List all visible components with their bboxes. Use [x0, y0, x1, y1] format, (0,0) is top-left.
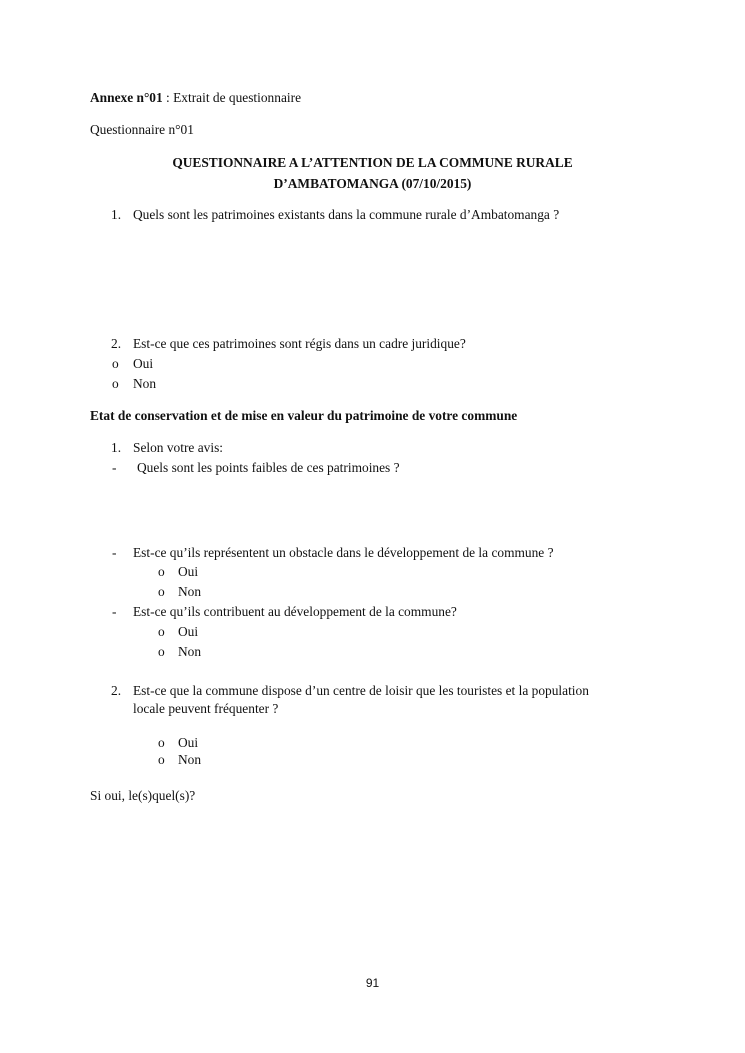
s1-sub2-oui-option: Oui [178, 564, 199, 579]
annexe-text: : Extrait de questionnaire [162, 90, 302, 105]
q2-number: 2. [111, 336, 122, 351]
annexe-line [90, 90, 301, 106]
title-line-1: QUESTIONNAIRE A L’ATTENTION DE LA COMMUNE RURALE [172, 155, 573, 170]
s1-sub1-text: Quels sont les points faibles de ces patrimoines ? [137, 460, 400, 475]
q2-text: Est-ce que ces patrimoines sont régis dans un cadre juridique? [133, 336, 466, 351]
s2-text-line-1: Est-ce que la commune dispose d’un centre de loisir que les touristes et la population [133, 683, 589, 698]
annexe-label: Annexe n°01 [90, 90, 163, 105]
q1-text: Quels sont les patrimoines existants dans la commune rurale d’Ambatomanga ? [133, 207, 560, 222]
s2-non-bullet: o [158, 752, 165, 767]
q2-non-option: Non [133, 376, 157, 391]
q2-non-bullet: o [112, 376, 119, 391]
s1-sub3-oui-bullet: o [158, 624, 165, 639]
s1-sub3-text: Est-ce qu’ils contribuent au développement de la commune? [133, 604, 457, 619]
s1-sub3-dash: - [112, 604, 117, 619]
s2-number: 2. [111, 683, 122, 698]
questionnaire-number: Questionnaire n°01 [90, 122, 194, 137]
s2-non-option: Non [178, 752, 202, 767]
s1-sub2-non-bullet: o [158, 584, 165, 599]
s2-text-line-2: locale peuvent fréquenter ? [133, 701, 279, 716]
s1-sub2-dash: - [112, 545, 117, 560]
s1-sub3-oui-option: Oui [178, 624, 199, 639]
s2-oui-bullet: o [158, 735, 165, 750]
section-heading: Etat de conservation et de mise en valeur du patrimoine de votre commune [90, 408, 518, 423]
s1-number: 1. [111, 440, 122, 455]
s1-sub1-dash: - [112, 460, 117, 475]
q2-oui-bullet: o [112, 356, 119, 371]
title-line-2: D’AMBATOMANGA (07/10/2015) [273, 176, 472, 191]
s2-oui-option: Oui [178, 735, 199, 750]
q2-oui-option: Oui [133, 356, 154, 371]
page-number: 91 [365, 976, 380, 990]
s1-sub3-non-bullet: o [158, 644, 165, 659]
s1-sub2-oui-bullet: o [158, 564, 165, 579]
s1-sub2-non-option: Non [178, 584, 202, 599]
si-oui-line: Si oui, le(s)quel(s)? [90, 788, 196, 803]
s1-text: Selon votre avis: [133, 440, 224, 455]
s1-sub3-non-option: Non [178, 644, 202, 659]
q1-number: 1. [111, 207, 122, 222]
s1-sub2-text: Est-ce qu’ils représentent un obstacle dans le développement de la commune ? [133, 545, 554, 560]
